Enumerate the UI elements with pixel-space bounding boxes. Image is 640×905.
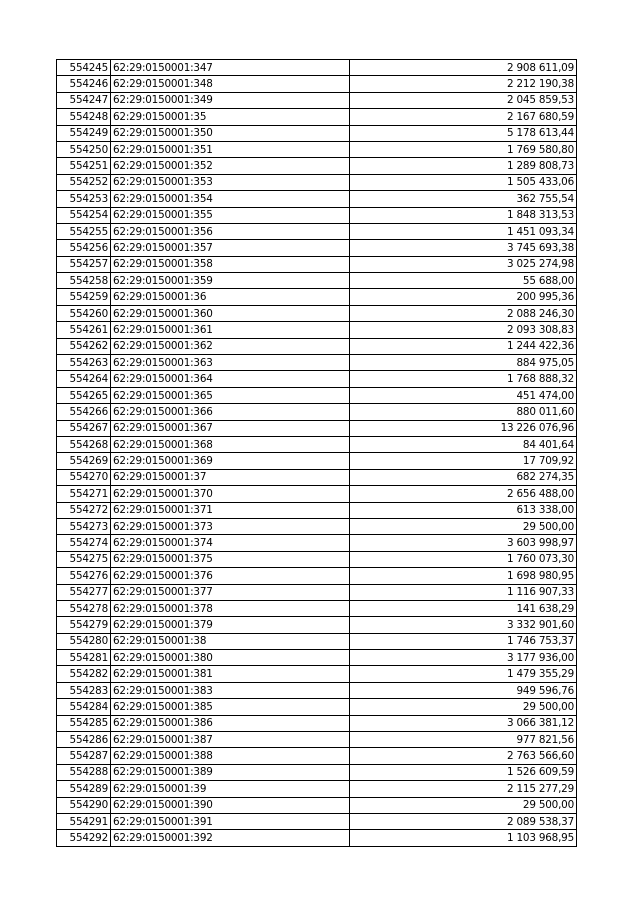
table-row bbox=[57, 830, 577, 846]
table-row bbox=[57, 748, 577, 764]
cadastral-value-cell: 1 769 580,80 bbox=[350, 141, 577, 157]
row-number-cell: 554273 bbox=[57, 518, 111, 534]
cadastral-number-cell: 62:29:0150001:370 bbox=[111, 486, 350, 502]
cadastral-value-cell: 1 244 422,36 bbox=[350, 338, 577, 354]
table-row bbox=[57, 584, 577, 600]
row-number-cell: 554258 bbox=[57, 273, 111, 289]
table-row bbox=[57, 633, 577, 649]
cadastral-number-cell: 62:29:0150001:357 bbox=[111, 240, 350, 256]
cadastral-value-table bbox=[56, 59, 577, 847]
cadastral-number-cell: 62:29:0150001:35 bbox=[111, 109, 350, 125]
cadastral-value-cell: 1 526 609,59 bbox=[350, 764, 577, 780]
cadastral-number-cell: 62:29:0150001:377 bbox=[111, 584, 350, 600]
row-number-cell: 554260 bbox=[57, 305, 111, 321]
row-number-cell: 554248 bbox=[57, 109, 111, 125]
cadastral-number-cell: 62:29:0150001:351 bbox=[111, 141, 350, 157]
row-number-cell: 554271 bbox=[57, 486, 111, 502]
cadastral-value-cell: 5 178 613,44 bbox=[350, 125, 577, 141]
row-number-cell: 554285 bbox=[57, 715, 111, 731]
cadastral-number-cell: 62:29:0150001:383 bbox=[111, 682, 350, 698]
cadastral-value-cell: 2 115 277,29 bbox=[350, 781, 577, 797]
table-row bbox=[57, 813, 577, 829]
row-number-cell: 554265 bbox=[57, 387, 111, 403]
cadastral-number-cell: 62:29:0150001:367 bbox=[111, 420, 350, 436]
cadastral-number-cell: 62:29:0150001:347 bbox=[111, 60, 350, 76]
cadastral-value-cell: 17 709,92 bbox=[350, 453, 577, 469]
row-number-cell: 554255 bbox=[57, 223, 111, 239]
cadastral-value-cell: 1 768 888,32 bbox=[350, 371, 577, 387]
cadastral-value-cell: 29 500,00 bbox=[350, 797, 577, 813]
cadastral-value-cell: 3 066 381,12 bbox=[350, 715, 577, 731]
cadastral-number-cell: 62:29:0150001:385 bbox=[111, 699, 350, 715]
table-row bbox=[57, 568, 577, 584]
table-row bbox=[57, 518, 577, 534]
table-row bbox=[57, 535, 577, 551]
cadastral-number-cell: 62:29:0150001:368 bbox=[111, 436, 350, 452]
table-row bbox=[57, 371, 577, 387]
table-row bbox=[57, 387, 577, 403]
cadastral-number-cell: 62:29:0150001:364 bbox=[111, 371, 350, 387]
row-number-cell: 554245 bbox=[57, 60, 111, 76]
cadastral-value-cell: 84 401,64 bbox=[350, 436, 577, 452]
cadastral-number-cell: 62:29:0150001:369 bbox=[111, 453, 350, 469]
cadastral-number-cell: 62:29:0150001:354 bbox=[111, 191, 350, 207]
row-number-cell: 554256 bbox=[57, 240, 111, 256]
table-row bbox=[57, 404, 577, 420]
table-row bbox=[57, 797, 577, 813]
row-number-cell: 554287 bbox=[57, 748, 111, 764]
row-number-cell: 554257 bbox=[57, 256, 111, 272]
table-row bbox=[57, 109, 577, 125]
table-row bbox=[57, 76, 577, 92]
table-row bbox=[57, 355, 577, 371]
table-row bbox=[57, 469, 577, 485]
row-number-cell: 554264 bbox=[57, 371, 111, 387]
cadastral-number-cell: 62:29:0150001:374 bbox=[111, 535, 350, 551]
table-row bbox=[57, 240, 577, 256]
table-row bbox=[57, 338, 577, 354]
row-number-cell: 554290 bbox=[57, 797, 111, 813]
table-row bbox=[57, 223, 577, 239]
cadastral-number-cell: 62:29:0150001:361 bbox=[111, 322, 350, 338]
row-number-cell: 554250 bbox=[57, 141, 111, 157]
table-row bbox=[57, 764, 577, 780]
row-number-cell: 554277 bbox=[57, 584, 111, 600]
cadastral-value-cell: 3 332 901,60 bbox=[350, 617, 577, 633]
cadastral-value-cell: 29 500,00 bbox=[350, 518, 577, 534]
cadastral-value-cell: 55 688,00 bbox=[350, 273, 577, 289]
cadastral-number-cell: 62:29:0150001:389 bbox=[111, 764, 350, 780]
cadastral-value-cell: 3 745 693,38 bbox=[350, 240, 577, 256]
cadastral-number-cell: 62:29:0150001:348 bbox=[111, 76, 350, 92]
row-number-cell: 554288 bbox=[57, 764, 111, 780]
cadastral-number-cell: 62:29:0150001:386 bbox=[111, 715, 350, 731]
row-number-cell: 554269 bbox=[57, 453, 111, 469]
cadastral-value-cell: 3 025 274,98 bbox=[350, 256, 577, 272]
cadastral-value-cell: 200 995,36 bbox=[350, 289, 577, 305]
table-row bbox=[57, 502, 577, 518]
table-row bbox=[57, 125, 577, 141]
cadastral-number-cell: 62:29:0150001:363 bbox=[111, 355, 350, 371]
cadastral-value-cell: 2 167 680,59 bbox=[350, 109, 577, 125]
row-number-cell: 554270 bbox=[57, 469, 111, 485]
cadastral-number-cell: 62:29:0150001:358 bbox=[111, 256, 350, 272]
cadastral-value-cell: 949 596,76 bbox=[350, 682, 577, 698]
cadastral-value-cell: 2 093 308,83 bbox=[350, 322, 577, 338]
row-number-cell: 554275 bbox=[57, 551, 111, 567]
cadastral-value-cell: 2 088 246,30 bbox=[350, 305, 577, 321]
cadastral-value-cell: 613 338,00 bbox=[350, 502, 577, 518]
row-number-cell: 554263 bbox=[57, 355, 111, 371]
cadastral-value-cell: 3 603 998,97 bbox=[350, 535, 577, 551]
cadastral-number-cell: 62:29:0150001:352 bbox=[111, 158, 350, 174]
row-number-cell: 554276 bbox=[57, 568, 111, 584]
cadastral-value-cell: 682 274,35 bbox=[350, 469, 577, 485]
cadastral-number-cell: 62:29:0150001:371 bbox=[111, 502, 350, 518]
row-number-cell: 554252 bbox=[57, 174, 111, 190]
table-row bbox=[57, 191, 577, 207]
row-number-cell: 554259 bbox=[57, 289, 111, 305]
cadastral-value-cell: 2 045 859,53 bbox=[350, 92, 577, 108]
cadastral-number-cell: 62:29:0150001:379 bbox=[111, 617, 350, 633]
cadastral-value-cell: 2 908 611,09 bbox=[350, 60, 577, 76]
cadastral-number-cell: 62:29:0150001:36 bbox=[111, 289, 350, 305]
cadastral-number-cell: 62:29:0150001:362 bbox=[111, 338, 350, 354]
table-row bbox=[57, 682, 577, 698]
cadastral-number-cell: 62:29:0150001:365 bbox=[111, 387, 350, 403]
cadastral-value-cell: 977 821,56 bbox=[350, 732, 577, 748]
cadastral-number-cell: 62:29:0150001:359 bbox=[111, 273, 350, 289]
cadastral-value-cell: 1 505 433,06 bbox=[350, 174, 577, 190]
table-row bbox=[57, 420, 577, 436]
table-row bbox=[57, 781, 577, 797]
cadastral-number-cell: 62:29:0150001:387 bbox=[111, 732, 350, 748]
row-number-cell: 554254 bbox=[57, 207, 111, 223]
cadastral-value-cell: 2 089 538,37 bbox=[350, 813, 577, 829]
cadastral-value-cell: 1 103 968,95 bbox=[350, 830, 577, 846]
cadastral-value-cell: 141 638,29 bbox=[350, 600, 577, 616]
cadastral-number-cell: 62:29:0150001:388 bbox=[111, 748, 350, 764]
cadastral-number-cell: 62:29:0150001:356 bbox=[111, 223, 350, 239]
cadastral-value-cell: 880 011,60 bbox=[350, 404, 577, 420]
cadastral-value-cell: 1 116 907,33 bbox=[350, 584, 577, 600]
table-row bbox=[57, 322, 577, 338]
row-number-cell: 554261 bbox=[57, 322, 111, 338]
table-row bbox=[57, 436, 577, 452]
row-number-cell: 554278 bbox=[57, 600, 111, 616]
row-number-cell: 554247 bbox=[57, 92, 111, 108]
cadastral-number-cell: 62:29:0150001:392 bbox=[111, 830, 350, 846]
table-row bbox=[57, 256, 577, 272]
table-row bbox=[57, 486, 577, 502]
cadastral-number-cell: 62:29:0150001:391 bbox=[111, 813, 350, 829]
table-row bbox=[57, 650, 577, 666]
table-row bbox=[57, 158, 577, 174]
row-number-cell: 554251 bbox=[57, 158, 111, 174]
row-number-cell: 554253 bbox=[57, 191, 111, 207]
table-row bbox=[57, 174, 577, 190]
cadastral-number-cell: 62:29:0150001:37 bbox=[111, 469, 350, 485]
cadastral-number-cell: 62:29:0150001:349 bbox=[111, 92, 350, 108]
table-row bbox=[57, 305, 577, 321]
cadastral-number-cell: 62:29:0150001:390 bbox=[111, 797, 350, 813]
cadastral-number-cell: 62:29:0150001:380 bbox=[111, 650, 350, 666]
row-number-cell: 554282 bbox=[57, 666, 111, 682]
cadastral-number-cell: 62:29:0150001:381 bbox=[111, 666, 350, 682]
table-row bbox=[57, 453, 577, 469]
table-row bbox=[57, 666, 577, 682]
table-row bbox=[57, 617, 577, 633]
cadastral-value-cell: 3 177 936,00 bbox=[350, 650, 577, 666]
cadastral-value-cell: 1 289 808,73 bbox=[350, 158, 577, 174]
cadastral-number-cell: 62:29:0150001:350 bbox=[111, 125, 350, 141]
row-number-cell: 554291 bbox=[57, 813, 111, 829]
table-row bbox=[57, 715, 577, 731]
cadastral-value-cell: 884 975,05 bbox=[350, 355, 577, 371]
row-number-cell: 554267 bbox=[57, 420, 111, 436]
row-number-cell: 554249 bbox=[57, 125, 111, 141]
row-number-cell: 554274 bbox=[57, 535, 111, 551]
cadastral-value-cell: 13 226 076,96 bbox=[350, 420, 577, 436]
row-number-cell: 554281 bbox=[57, 650, 111, 666]
cadastral-number-cell: 62:29:0150001:376 bbox=[111, 568, 350, 584]
row-number-cell: 554272 bbox=[57, 502, 111, 518]
table-row bbox=[57, 207, 577, 223]
table-row bbox=[57, 732, 577, 748]
table-row bbox=[57, 92, 577, 108]
cadastral-value-cell: 451 474,00 bbox=[350, 387, 577, 403]
cadastral-value-cell: 362 755,54 bbox=[350, 191, 577, 207]
table-row bbox=[57, 273, 577, 289]
cadastral-value-cell: 1 760 073,30 bbox=[350, 551, 577, 567]
cadastral-value-cell: 1 746 753,37 bbox=[350, 633, 577, 649]
table-body bbox=[57, 60, 577, 847]
cadastral-number-cell: 62:29:0150001:38 bbox=[111, 633, 350, 649]
row-number-cell: 554262 bbox=[57, 338, 111, 354]
table-row bbox=[57, 551, 577, 567]
cadastral-value-cell: 2 212 190,38 bbox=[350, 76, 577, 92]
row-number-cell: 554292 bbox=[57, 830, 111, 846]
cadastral-number-cell: 62:29:0150001:360 bbox=[111, 305, 350, 321]
table-row bbox=[57, 60, 577, 76]
table-row bbox=[57, 600, 577, 616]
row-number-cell: 554286 bbox=[57, 732, 111, 748]
cadastral-number-cell: 62:29:0150001:378 bbox=[111, 600, 350, 616]
cadastral-number-cell: 62:29:0150001:39 bbox=[111, 781, 350, 797]
cadastral-value-cell: 1 451 093,34 bbox=[350, 223, 577, 239]
cadastral-value-cell: 2 656 488,00 bbox=[350, 486, 577, 502]
row-number-cell: 554284 bbox=[57, 699, 111, 715]
row-number-cell: 554246 bbox=[57, 76, 111, 92]
cadastral-number-cell: 62:29:0150001:366 bbox=[111, 404, 350, 420]
row-number-cell: 554289 bbox=[57, 781, 111, 797]
row-number-cell: 554279 bbox=[57, 617, 111, 633]
cadastral-value-cell: 1 698 980,95 bbox=[350, 568, 577, 584]
table-row bbox=[57, 699, 577, 715]
cadastral-number-cell: 62:29:0150001:375 bbox=[111, 551, 350, 567]
cadastral-value-cell: 1 479 355,29 bbox=[350, 666, 577, 682]
table-row bbox=[57, 289, 577, 305]
cadastral-number-cell: 62:29:0150001:355 bbox=[111, 207, 350, 223]
row-number-cell: 554280 bbox=[57, 633, 111, 649]
cadastral-number-cell: 62:29:0150001:353 bbox=[111, 174, 350, 190]
row-number-cell: 554266 bbox=[57, 404, 111, 420]
table-row bbox=[57, 141, 577, 157]
row-number-cell: 554283 bbox=[57, 682, 111, 698]
cadastral-number-cell: 62:29:0150001:373 bbox=[111, 518, 350, 534]
row-number-cell: 554268 bbox=[57, 436, 111, 452]
cadastral-value-cell: 1 848 313,53 bbox=[350, 207, 577, 223]
cadastral-value-cell: 2 763 566,60 bbox=[350, 748, 577, 764]
cadastral-value-cell: 29 500,00 bbox=[350, 699, 577, 715]
